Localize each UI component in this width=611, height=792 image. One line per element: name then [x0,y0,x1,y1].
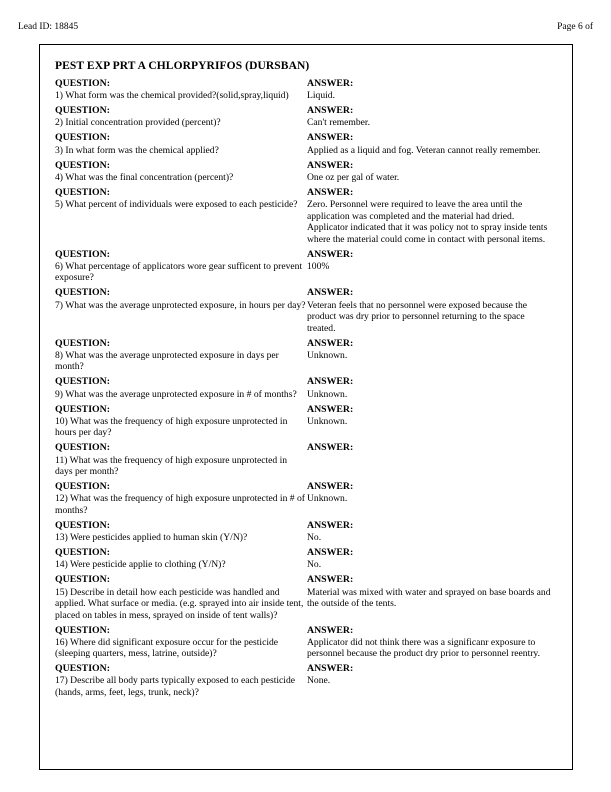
answer-text: Veteran feels that no personnel were exposed because the product was dry prior to personnel returning to the space treated. [307,299,528,334]
qa-row [55,376,551,401]
answer-cell [307,187,551,247]
answer-cell [307,442,551,479]
lead-id-text: Lead ID: 18845 [18,22,79,32]
question-cell [55,105,307,130]
answer-text: Material was mixed with water and sprayed on base boards and the outside of the tents. [307,586,551,610]
qa-row [55,249,551,286]
answer-label: ANSWER: [307,186,354,198]
question-text: 9) What was the average unprotected exposure in # of months? [55,388,297,400]
question-text: 11) What was the frequency of high exposure unprotected in days per month? [55,454,288,478]
question-label: QUESTION: [55,78,110,89]
question-cell [55,78,307,103]
qa-row [55,338,551,375]
answer-label: ANSWER: [307,442,354,454]
question-label: QUESTION: [55,519,110,531]
qa-row [55,625,551,662]
row-spacer [55,700,551,702]
question-text: 4) What was the final concentration (percent)? [55,171,234,183]
page-title: PEST EXP PRT A CHLORPYRIFOS (DURSBAN) [55,60,310,72]
answer-cell [307,105,551,130]
answer-label: ANSWER: [307,159,354,171]
qa-row [55,160,551,185]
answer-cell [307,625,551,662]
question-cell [55,574,307,622]
question-cell [55,338,307,375]
qa-row [55,520,551,545]
question-text: 3) In what form was the chemical applied? [55,144,219,156]
question-label: QUESTION: [55,481,110,493]
answer-text: Applied as a liquid and fog. Veteran cannot really remember. [307,144,541,156]
question-label: QUESTION: [55,442,110,454]
answer-label: ANSWER: [307,337,354,349]
question-label: QUESTION: [55,574,110,586]
answer-cell [307,287,551,335]
answer-text: Liquid. [307,90,335,102]
question-text: 6) What percentage of applicators wore gear sufficent to prevent exposure? [55,260,303,284]
question-label: QUESTION: [55,186,110,198]
answer-cell [307,574,551,622]
answer-text: Unknown. [307,415,348,427]
question-label: QUESTION: [55,248,110,260]
question-label: QUESTION: [55,337,110,349]
question-label: QUESTION: [55,287,110,299]
question-cell [55,520,307,545]
qa-row [55,404,551,441]
answer-cell [307,663,551,700]
question-text: 7) What was the average unprotected exposure, in hours per day? [55,299,306,311]
answer-text: Zero. Personnel were required to leave the area until the application was completed and the material had dried. Applicator indicated that it was policy not to spray inside tents where the material could come in contact with personal items. [307,199,548,245]
answer-label: ANSWER: [307,376,354,388]
question-cell [55,160,307,185]
question-cell [55,132,307,157]
qa-row [55,663,551,700]
answer-text: None. [307,675,331,687]
question-text: 15) Describe in detail how each pesticide was handled and applied. What surface or media. (e.g. sprayed into air inside tent, placed on tables in mess, sprayed on inside of tent walls)? [55,586,304,621]
question-cell [55,376,307,401]
page-header [18,22,593,32]
answer-label: ANSWER: [307,248,354,260]
question-text: 13) Were pesticides applied to human skin (Y/N)? [55,532,248,544]
answer-label: ANSWER: [307,574,354,586]
question-text: 17) Describe all body parts typically exposed to each pesticide (hands, arms, feet, legs, trunk, neck)? [55,675,296,698]
answer-label: ANSWER: [307,519,354,531]
question-cell [55,481,307,518]
qa-row [55,187,551,247]
question-label: QUESTION: [55,624,110,636]
question-text: 12) What was the frequency of high exposure unprotected in # of months? [55,493,305,516]
answer-text: No. [307,559,322,571]
answer-text: One oz per gal of water. [307,171,400,183]
question-text: 14) Were pesticide applie to clothing (Y/N)? [55,559,226,571]
answer-label: ANSWER: [307,403,354,415]
answer-label: ANSWER: [307,481,354,493]
answer-cell [307,160,551,185]
question-label: QUESTION: [55,663,110,675]
answer-text: No. [307,532,322,544]
answer-text: Can't remember. [307,117,371,129]
question-cell [55,287,307,335]
answer-label: ANSWER: [307,105,354,117]
answer-cell [307,132,551,157]
question-text: 16) Where did significant exposure occur for the pesticide (sleeping quarters, mess, latrine, outside)? [55,636,279,660]
answer-text: Unknown. [307,493,348,505]
answer-text: Applicator did not think there was a significanr exposure to personnel because the product dry prior to personnel reentry. [307,636,541,660]
question-cell [55,249,307,286]
answer-cell [307,338,551,375]
answer-label: ANSWER: [307,132,354,144]
qa-row [55,442,551,479]
answer-cell [307,78,551,103]
answer-label: ANSWER: [307,78,354,89]
qa-row [55,547,551,572]
answer-label: ANSWER: [307,624,354,636]
question-cell [55,663,307,700]
qa-table [55,78,551,702]
qa-row [55,481,551,518]
answer-text: 100% [307,260,330,272]
question-cell [55,547,307,572]
question-label: QUESTION: [55,376,110,388]
question-text: 10) What was the frequency of high exposure unprotected in hours per day? [55,415,288,439]
question-cell [55,442,307,479]
question-label: QUESTION: [55,403,110,415]
question-text: 2) Initial concentration provided (percent)? [55,117,221,129]
answer-cell [307,249,551,286]
qa-row [55,132,551,157]
question-label: QUESTION: [55,105,110,117]
spacer-cell [307,700,551,702]
question-label: QUESTION: [55,159,110,171]
question-label: QUESTION: [55,132,110,144]
qa-row [55,287,551,335]
page-number-text: Page 6 of [557,22,593,32]
answer-label: ANSWER: [307,663,354,675]
question-label: QUESTION: [55,547,110,559]
question-text: 8) What was the average unprotected exposure in days per month? [55,349,279,373]
question-cell [55,625,307,662]
answer-cell [307,520,551,545]
answer-cell [307,547,551,572]
question-cell [55,404,307,441]
document-body [55,60,555,702]
answer-text: Unknown. [307,349,348,361]
question-cell [55,187,307,247]
qa-row [55,105,551,130]
answer-cell [307,376,551,401]
qa-row [55,78,551,103]
qa-row [55,574,551,622]
answer-label: ANSWER: [307,547,354,559]
answer-label: ANSWER: [307,287,354,299]
answer-cell [307,404,551,441]
question-text: 1) What form was the chemical provided?(solid,spray,liquid) [55,90,289,102]
spacer-cell [55,700,307,702]
answer-cell [307,481,551,518]
question-text: 5) What percent of individuals were exposed to each pesticide? [55,199,298,211]
answer-text: Unknown. [307,388,348,400]
